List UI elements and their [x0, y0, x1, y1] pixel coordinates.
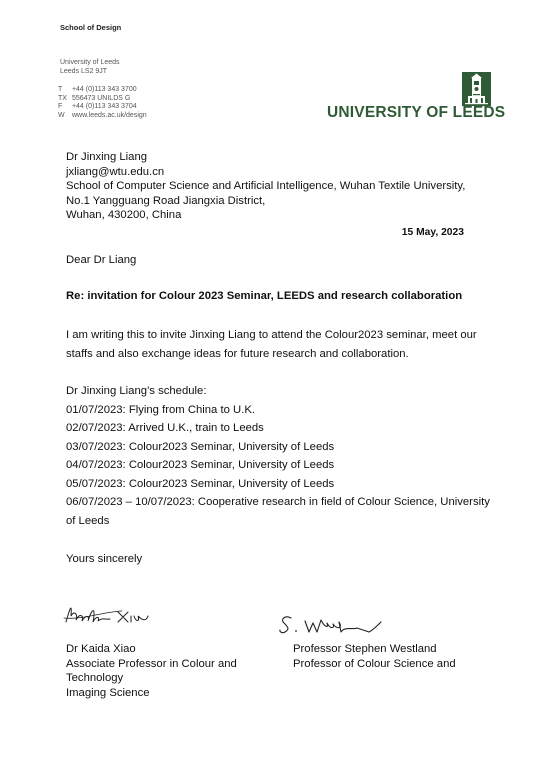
contact-details: [58, 86, 147, 120]
contact-web: W www.leeds.ac.uk/design: [58, 111, 147, 119]
recipient-line: School of Computer Science and Artificial Intelligence, Wuhan Textile University,: [66, 180, 466, 193]
signature-stephen-westland: [277, 612, 395, 636]
contact-fax: F +44 (0)113 343 3704: [58, 103, 137, 111]
recipient-name: Dr Jinxing Liang: [66, 151, 148, 163]
subject-line: Re: invitation for Colour 2023 Seminar, LEEDS and research collaboration: [66, 290, 463, 302]
letter-date: 15 May, 2023: [401, 227, 464, 238]
signature-kaida-xiao: [62, 598, 158, 628]
signatory-stephen-westland: [293, 642, 493, 671]
address-line: Leeds LS2 9JT: [60, 67, 108, 75]
university-address: [60, 59, 120, 76]
recipient-line: Wuhan, 430200, China: [66, 209, 182, 222]
schedule-title: Dr Jinxing Liang’s schedule:: [66, 385, 207, 397]
signatory-title: Associate Professor in Colour and Technology: [66, 657, 237, 685]
schedule-item: 03/07/2023: Colour2023 Seminar, University of Leeds: [66, 440, 335, 453]
schedule: [66, 382, 496, 530]
university-logo-text: UNIVERSITY OF LEEDS: [327, 104, 506, 121]
salutation: Dear Dr Liang: [66, 254, 137, 266]
signatory-name: Dr Kaida Xiao: [66, 643, 136, 655]
signatory-name: Professor Stephen Westland: [293, 643, 437, 655]
signatory-kaida-xiao: [66, 642, 266, 701]
recipient-email: jxliang@wtu.edu.cn: [66, 165, 165, 178]
signatory-title: Professor of Colour Science and: [293, 657, 456, 670]
closing: Yours sincerely: [66, 553, 143, 565]
schedule-item: 02/07/2023: Arrived U.K., train to Leeds: [66, 422, 264, 434]
recipient-address: [66, 150, 465, 223]
address-line: University of Leeds: [60, 59, 120, 66]
contact-phone: T +44 (0)113 343 3700: [58, 86, 137, 93]
contact-telex: TX 556473 UNILDS G: [58, 94, 131, 102]
clock-tower-icon: [462, 72, 491, 106]
schedule-item: 05/07/2023: Colour2023 Seminar, University of Leeds: [66, 477, 335, 490]
schedule-item: 06/07/2023 – 10/07/2023: Cooperative research in field of Colour Science, University of Leeds: [66, 496, 490, 527]
department-name: School of Design: [60, 23, 122, 32]
schedule-item: 01/07/2023: Flying from China to U.K.: [66, 403, 256, 416]
schedule-item: 04/07/2023: Colour2023 Seminar, University of Leeds: [66, 459, 335, 471]
signatory-title: Imaging Science: [66, 687, 150, 700]
recipient-line: No.1 Yangguang Road Jiangxia District,: [66, 194, 266, 207]
body-paragraph: I am writing this to invite Jinxing Liang to attend the Colour2023 seminar, meet our staffs and also exchange ideas for future research and collaboration.: [66, 329, 477, 360]
